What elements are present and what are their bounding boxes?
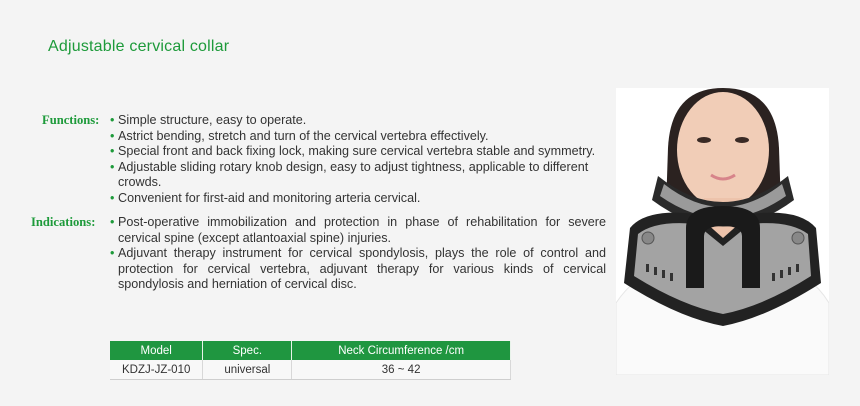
function-text: Adjustable sliding rotary knob design, easy to adjust tightness, applicable to different crowds. [118, 159, 589, 189]
function-text: Convenient for first-aid and monitoring arteria cervical. [118, 190, 421, 205]
function-item [110, 191, 606, 207]
spec-table [110, 341, 511, 380]
cell-spec: universal [203, 360, 292, 380]
function-text: Astrict bending, stretch and turn of the cervical vertebra effectively. [118, 128, 489, 143]
collar-illustration [616, 88, 829, 375]
indication-text: Post-operative immobilization and protection in phase of rehabilitation for severe cervical spine (except atlantoaxial spine) injuries. [118, 215, 606, 245]
functions-label: Functions: [42, 113, 100, 127]
bullet-icon: • [110, 246, 115, 260]
indication-item [110, 215, 606, 246]
cell-model: KDZJ-JZ-010 [110, 360, 203, 380]
indications-section [31, 215, 606, 293]
function-text: Simple structure, easy to operate. [118, 113, 307, 127]
bullet-icon: • [110, 215, 115, 229]
product-photo [616, 88, 829, 375]
function-item [110, 113, 606, 129]
function-item [110, 129, 606, 145]
header-model: Model [110, 341, 203, 360]
table-row [110, 360, 511, 380]
header-spec: Spec. [203, 341, 292, 360]
indication-item [110, 246, 606, 293]
function-text: Special front and back fixing lock, making sure cervical vertebra stable and symmetry. [118, 144, 596, 158]
bullet-icon: • [110, 159, 115, 174]
cell-neck-circumference: 36 ~ 42 [292, 360, 511, 380]
indications-label: Indications: [31, 215, 96, 229]
bullet-icon: • [110, 128, 115, 143]
functions-section [42, 113, 606, 206]
bullet-icon: • [110, 144, 115, 158]
function-item [110, 160, 606, 191]
table-header-row [110, 341, 511, 360]
indication-text: Adjuvant therapy instrument for cervical spondylosis, plays the role of control and protection for cervical vertebra, adjuvant therapy for various kinds of cervical spondylosis and herniation of cervical disc. [118, 246, 606, 291]
function-item [110, 144, 606, 160]
page-title: Adjustable cervical collar [48, 38, 230, 55]
bullet-icon: • [110, 113, 115, 127]
header-neck-circumference: Neck Circumference /cm [292, 341, 511, 360]
bullet-icon: • [110, 190, 115, 205]
